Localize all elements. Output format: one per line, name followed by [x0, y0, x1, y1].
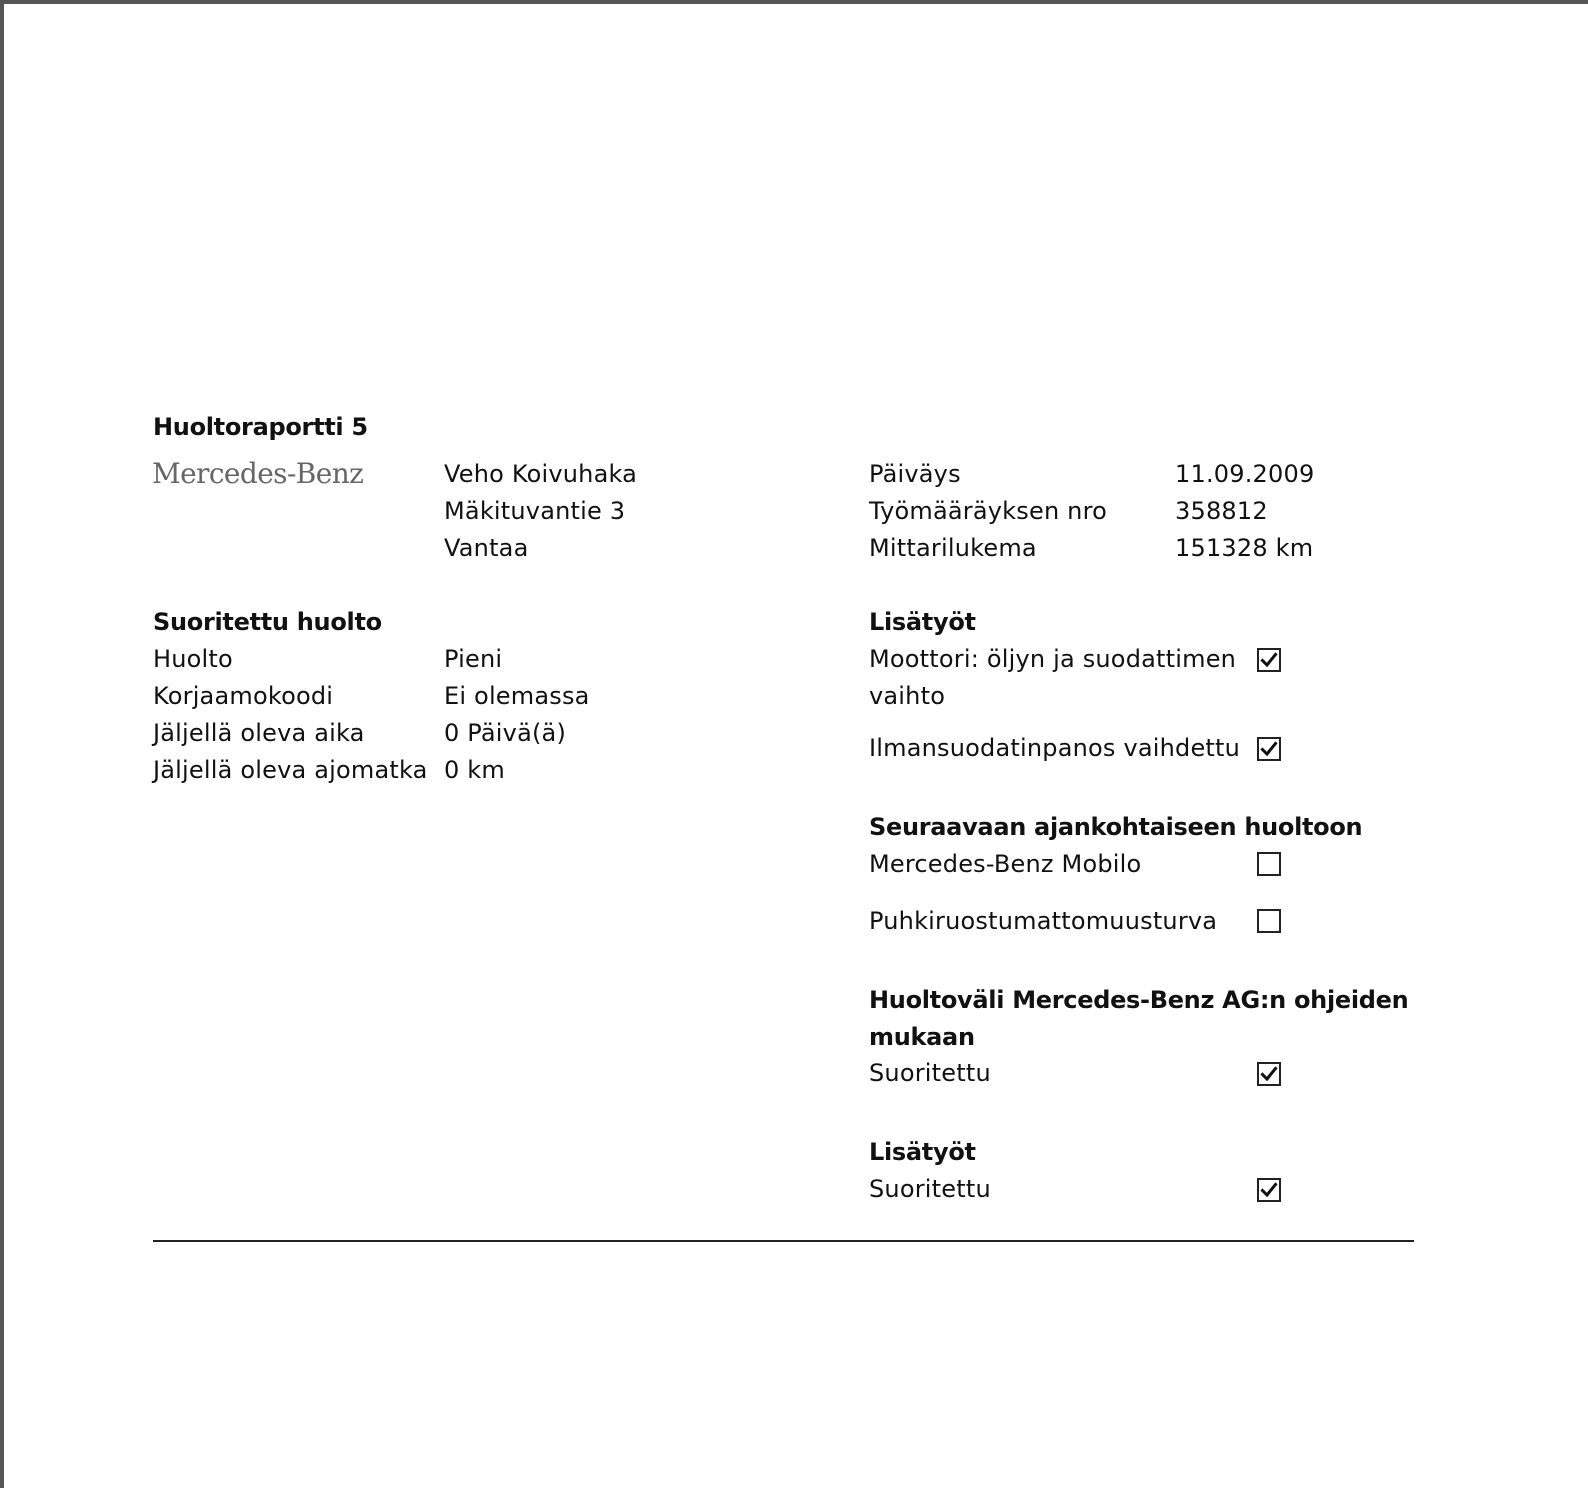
page-left-border [0, 0, 4, 1488]
interval-heading: Huoltoväli Mercedes-Benz AG:n ohjeiden [869, 986, 1409, 1014]
odometer-value: 151328 km [1175, 534, 1314, 562]
odometer-label: Mittarilukema [869, 534, 1037, 562]
brand-logo: Mercedes-Benz [152, 457, 364, 490]
date-value: 11.09.2009 [1175, 460, 1315, 488]
remaining-distance-label: Jäljellä oleva ajomatka [153, 756, 428, 784]
extra-work-2-done-checkbox [1257, 1178, 1281, 1202]
interval-done-checkbox [1257, 1062, 1281, 1086]
check-icon [1260, 1181, 1278, 1199]
interval-done-label: Suoritettu [869, 1059, 991, 1087]
air-filter-label: Ilmansuodatinpanos vaihdettu [869, 734, 1241, 762]
service-type-label: Huolto [153, 645, 233, 673]
dealer-city: Vantaa [444, 534, 529, 562]
interval-heading-cont: mukaan [869, 1023, 975, 1051]
page-top-border [0, 0, 1588, 4]
dealer-street: Mäkituvantie 3 [444, 497, 626, 525]
rust-guarantee-checkbox [1257, 909, 1281, 933]
oil-change-checkbox [1257, 648, 1281, 672]
service-type-value: Pieni [444, 645, 503, 673]
bottom-divider [153, 1240, 1414, 1242]
check-icon [1260, 1065, 1278, 1083]
remaining-distance-value: 0 km [444, 756, 505, 784]
dealer-name: Veho Koivuhaka [444, 460, 638, 488]
date-label: Päiväys [869, 460, 961, 488]
next-service-heading: Seuraavaan ajankohtaiseen huoltoon [869, 813, 1363, 841]
work-order-value: 358812 [1175, 497, 1268, 525]
workshop-code-value: Ei olemassa [444, 682, 590, 710]
extra-work-2-done-label: Suoritettu [869, 1175, 991, 1203]
check-icon [1260, 651, 1278, 669]
remaining-time-value: 0 Päivä(ä) [444, 719, 567, 747]
remaining-time-label: Jäljellä oleva aika [153, 719, 365, 747]
work-order-label: Työmääräyksen nro [869, 497, 1108, 525]
oil-change-label-cont: vaihto [869, 682, 946, 710]
mobilo-label: Mercedes-Benz Mobilo [869, 850, 1142, 878]
air-filter-checkbox [1257, 737, 1281, 761]
extra-work-heading: Lisätyöt [869, 608, 976, 636]
extra-work-2-heading: Lisätyöt [869, 1138, 976, 1166]
check-icon [1260, 740, 1278, 758]
workshop-code-label: Korjaamokoodi [153, 682, 334, 710]
mobilo-checkbox [1257, 852, 1281, 876]
rust-guarantee-label: Puhkiruostumattomuusturva [869, 907, 1218, 935]
report-title: Huoltoraportti 5 [153, 413, 368, 441]
service-heading: Suoritettu huolto [153, 608, 382, 636]
oil-change-label: Moottori: öljyn ja suodattimen [869, 645, 1237, 673]
